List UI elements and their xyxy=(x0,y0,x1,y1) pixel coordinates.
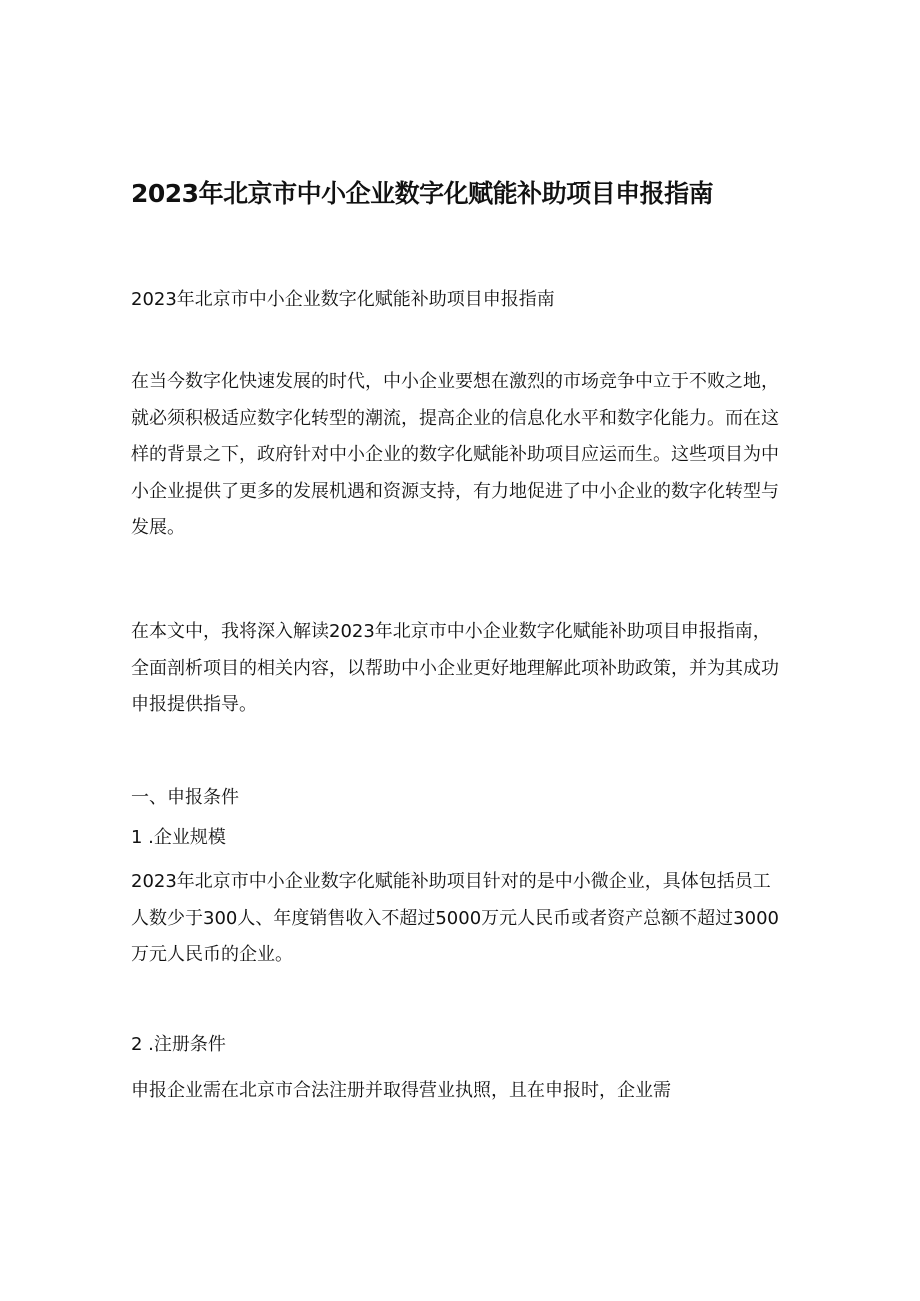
registration-conditions-paragraph: 申报企业需在北京市合法注册并取得营业执照，且在申报时，企业需 xyxy=(131,1080,671,1101)
section-heading-application-conditions: 一、申报条件 xyxy=(131,787,239,808)
document-subtitle: 2023年北京市中小企业数字化赋能补助项目申报指南 xyxy=(131,289,555,310)
intro-paragraph: 在当今数字化快速发展的时代，中小企业要想在激烈的市场竞争中立于不败之地，就必须积极适应数字化转型的潮流，提高企业的信息化水平和数字化能力。而在这样的背景之下，政府针对中小企业的数字化赋能补助项目应运而生。这些项目为中小企业提供了更多的发展机遇和资源支持，有力地促进了中小企业的数字化转型与发展。 xyxy=(131,371,779,538)
purpose-paragraph: 在本文中，我将深入解读2023年北京市中小企业数字化赋能补助项目申报指南，全面剖析项目的相关内容，以帮助中小企业更好地理解此项补助政策，并为其成功申报提供指导。 xyxy=(131,621,779,715)
item-heading-registration-conditions: 2 .注册条件 xyxy=(131,1034,226,1055)
item-heading-enterprise-scale: 1 .企业规模 xyxy=(131,827,226,848)
enterprise-scale-paragraph: 2023年北京市中小企业数字化赋能补助项目针对的是中小微企业，具体包括员工人数少于300人、年度销售收入不超过5000万元人民币或者资产总额不超过3000万元人民币的企业。 xyxy=(131,871,779,965)
document-title: 2023年北京市中小企业数字化赋能补助项目申报指南 xyxy=(131,179,714,208)
